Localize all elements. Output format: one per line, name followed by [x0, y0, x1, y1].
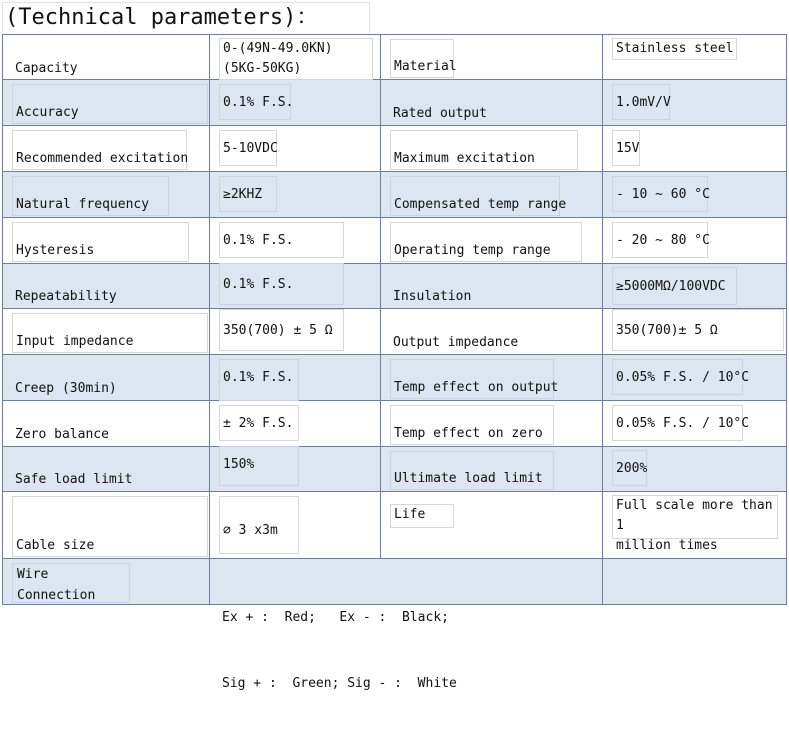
param-value: Stainless steel: [612, 38, 737, 60]
param-label: Compensated temp range: [394, 197, 567, 212]
param-label: Accuracy: [16, 105, 79, 120]
param-value: 0.1% F.S.: [219, 84, 291, 120]
param-label: Hysteresis: [16, 243, 95, 258]
table-row: [3, 126, 787, 172]
param-label: Maximum excitation: [394, 151, 535, 166]
param-value: (5KG-50KG): [223, 61, 302, 76]
table-row: [3, 35, 787, 80]
param-value: ⌀ 3 x3m: [219, 496, 299, 554]
param-label: Insulation: [393, 289, 472, 304]
param-label: Operating temp range: [394, 243, 551, 258]
param-label: Zero balance: [15, 427, 109, 442]
wire-line: Sig + : Green; Sig - : White: [222, 676, 457, 691]
table-row: [3, 492, 787, 559]
param-value: 0.1% F.S.: [219, 263, 344, 305]
param-label: Safe load limit: [15, 472, 133, 487]
param-value: 5-10VDC: [219, 130, 277, 166]
param-value: 0.05% F.S. / 10°C: [612, 405, 743, 441]
param-value: 150%: [219, 446, 299, 486]
param-label: Natural frequency: [16, 197, 150, 212]
page-title: (Technical parameters)：: [2, 2, 370, 32]
table-row: [3, 355, 787, 401]
spec-table: [2, 34, 787, 691]
table-row: [3, 401, 787, 447]
table-row: [3, 309, 787, 355]
wire-line: Ex + : Red; Ex - : Black;: [222, 610, 449, 625]
param-value: 1.0mV/V: [612, 84, 670, 120]
param-label: Material: [394, 59, 457, 74]
param-value: 0.1% F.S.: [219, 359, 299, 401]
param-value: 15V: [612, 130, 640, 166]
param-label: Temp effect on output: [394, 380, 559, 395]
param-value: ≥5000MΩ/100VDC: [612, 267, 737, 305]
param-label: Capacity: [15, 61, 78, 76]
param-label: Creep (30min): [15, 381, 117, 396]
table-row: [3, 447, 787, 492]
param-label: Life: [390, 504, 454, 528]
table-row: [3, 172, 787, 218]
param-label: Recommended excitation: [16, 151, 189, 166]
param-value: 0.05% F.S. / 10°C: [612, 359, 743, 395]
param-value: 0-(49N-49.0KN): [223, 41, 333, 56]
param-label: Temp effect on zero: [394, 426, 543, 441]
param-value: ± 2% F.S.: [219, 405, 299, 441]
table-row: [3, 80, 787, 126]
param-value: 350(700)± 5 Ω: [612, 309, 784, 351]
table-row: [3, 559, 787, 605]
param-label-cell: [3, 35, 210, 80]
param-label-cell: [381, 35, 603, 80]
param-value: million times: [616, 538, 718, 553]
param-label: Repeatability: [15, 289, 117, 304]
param-value-cell: [210, 35, 381, 80]
param-value: - 20 ~ 80 °C: [612, 222, 708, 258]
wire-label: Wire: [17, 567, 49, 582]
param-label: Cable size: [16, 538, 95, 553]
table-row: [3, 218, 787, 264]
wire-label: Connection: [17, 588, 96, 603]
param-label: Rated output: [393, 106, 487, 121]
param-value: 200%: [612, 450, 647, 486]
param-label: Input impedance: [16, 334, 134, 349]
table-row: [3, 264, 787, 309]
param-value: 0.1% F.S.: [219, 222, 344, 258]
param-value: ≥2KHZ: [219, 176, 277, 212]
param-value-cell: [603, 35, 787, 80]
param-label: Ultimate load limit: [394, 471, 543, 486]
param-label: Output impedance: [393, 335, 519, 350]
param-value: - 10 ~ 60 °C: [612, 176, 708, 212]
param-value: 350(700) ± 5 Ω: [219, 309, 344, 351]
param-value: Full scale more than 1: [616, 498, 773, 533]
